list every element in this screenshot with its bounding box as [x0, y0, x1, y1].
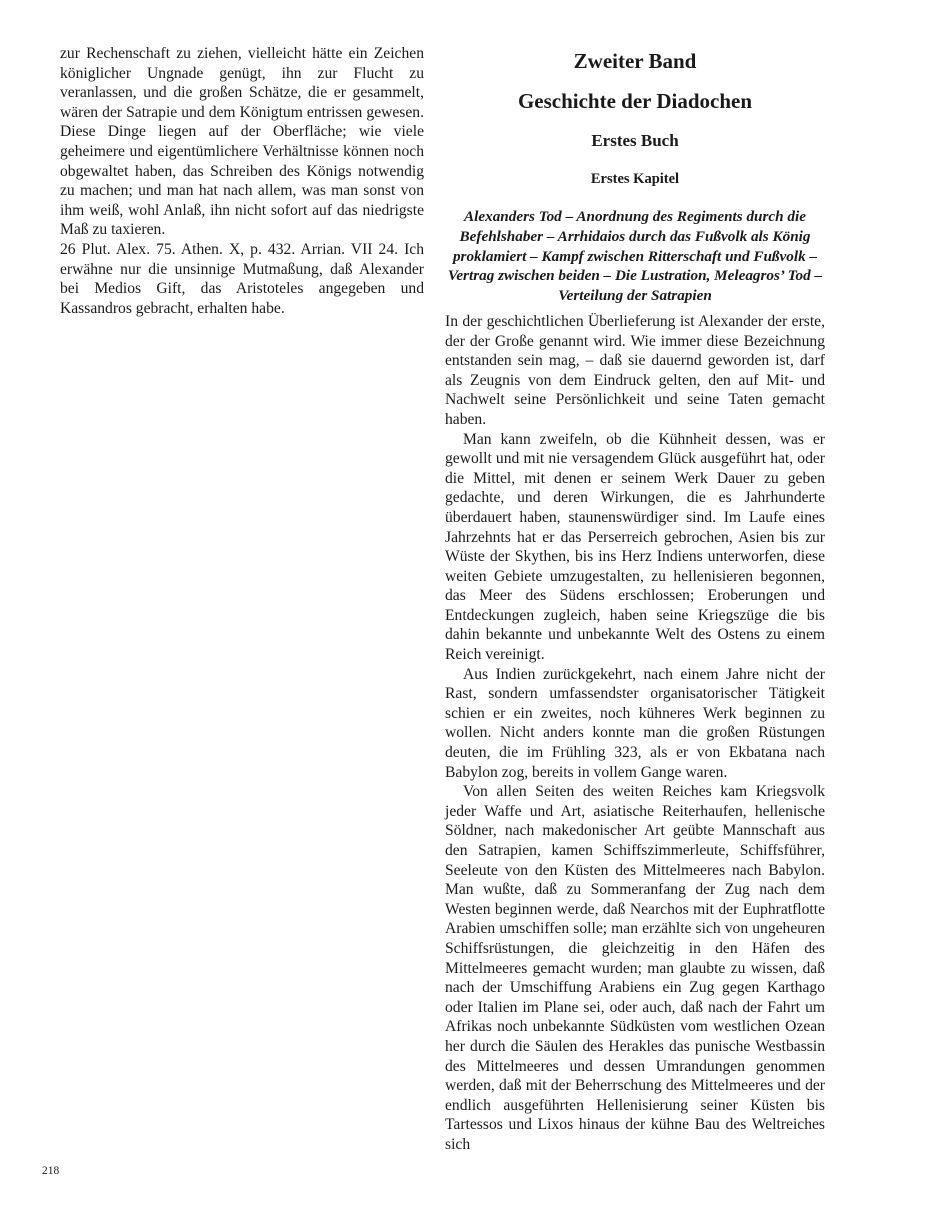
book-heading: Erstes Buch [591, 131, 679, 150]
left-column [60, 44, 424, 318]
chapter-summary: Alexanders Tod – Anordnung des Regiments durch die Befehlshaber – Arrhidaios durch das Fußvolk als König proklamiert – Kampf zwischen Ritterschaft und Fußvolk – Vertrag zwischen beiden – Die Lustration, Meleagros’ Tod – Verteilung der Satrapien [447, 208, 823, 305]
page-number: 218 [42, 1165, 60, 1177]
body-paragraph-4: Von allen Seiten des weiten Reiches kam Kriegsvolk jeder Waffe und Art, asiatische Reiterhaufen, hellenische Söldner, nach makedonischer Art geübte Mannschaft aus den Satrapien, kamen Schiffszimmerleute, Schiffsführer, Seeleute von den Küsten des Mittelmeeres nach Babylon. Man wußte, daß zu Sommeranfang der Zug nach dem Westen beginnen werde, daß Nearchos mit der Euphratflotte Arabien umschiffen solle; man erzählte sich von ungeheuren Schiffsrüstungen, die gleichzeitig in den Häfen des Mittelmeeres gemacht wurden; man glaubte zu wissen, daß nach der Umschiffung Arabiens ein Zug gegen Karthago oder Italien im Plane sei, oder auch, daß nach der Fahrt um Afrikas noch unbekannte Südküsten vom westlichen Ozean her durch die Säulen des Herakles das punische Westbassin des Mittelmeeres und dessen Umrandungen genommen werden, daß mit der Beherrschung des Mittelmeeres und der endlich ausgeführten Hellenisierung seiner Küsten bis Tartessos und Lixos hinaus der kühne Bau des Weltreiches sich [445, 783, 825, 1153]
title-heading: Geschichte der Diadochen [517, 89, 753, 113]
volume-heading: Zweiter Band [573, 49, 697, 73]
body-paragraph-3: Aus Indien zurückgekehrt, nach einem Jahre nicht der Rast, sondern umfassendster organisatorischer Tätigkeit schien er ein zweites, noch kühneres Werk beginnen zu wollen. Nicht anders konnte man die großen Rüstungen deuten, die im Frühling 323, als er von Ekbatana nach Babylon zog, bereits in vollem Gange waren. [445, 665, 825, 781]
right-column [445, 44, 825, 1155]
chapter-heading: Erstes Kapitel [590, 171, 680, 187]
left-paragraph-continuation: zur Rechenschaft zu ziehen, vielleicht hätte ein Zeichen königlicher Ungnade genügt, ihn zur Flucht zu veranlassen, und die großen Schätze, die er gesammelt, wären der Satrapie und dem Königtum entrissen gewesen. Diese Dinge liegen auf der Oberfläche; wie viele geheimere und eigentümlichere Verhältnisse können noch obgewaltet haben, das Schreiben des Königs notwendig zu machen; und man hat nach allem, was man sonst von ihm weiß, wohl Anlaß, ihn nicht sofort auf das niedrigste Maß zu taxieren. [60, 45, 424, 239]
body-paragraph-2: Man kann zweifeln, ob die Kühnheit dessen, was er gewollt und mit nie versagendem Glück ausgeführt hat, oder die Mittel, mit denen er seinem Werk Dauer zu geben gedachte, und deren Wirkungen, die es Jahrhunderte überdauert haben, staunenswürdiger sind. Im Laufe eines Jahrzehnts hat er das Perserreich gebrochen, Asien bis zur Wüste der Skythen, bis ins Herz Indiens unterworfen, diese weiten Gebiete umzugestalten, zu hellenisieren begonnen, das Meer des Südens erschlossen; Eroberungen und Entdeckungen zugleich, haben seine Kriegszüge die bis dahin bekannte und unbekannte Welt des Ostens zu einem Reich vereinigt. [445, 430, 825, 664]
footnote-26: 26 Plut. Alex. 75. Athen. X, p. 432. Arrian. VII 24. Ich erwähne nur die unsinnige Mutmaßung, daß Alexander bei Medios Gift, das Aristoteles angegeben und Kassandros gebracht, erhalten habe. [60, 240, 424, 317]
body-paragraph-1: In der geschichtlichen Überlieferung ist Alexander der erste, der der Große genannt wird. Wie immer diese Bezeichnung entstanden sein mag, – daß sie dauernd geworden ist, darf als Zeugnis von dem Eindruck gelten, den auf Mit- und Nachwelt seine Persönlichkeit und seine Taten gemacht haben. [445, 312, 825, 428]
